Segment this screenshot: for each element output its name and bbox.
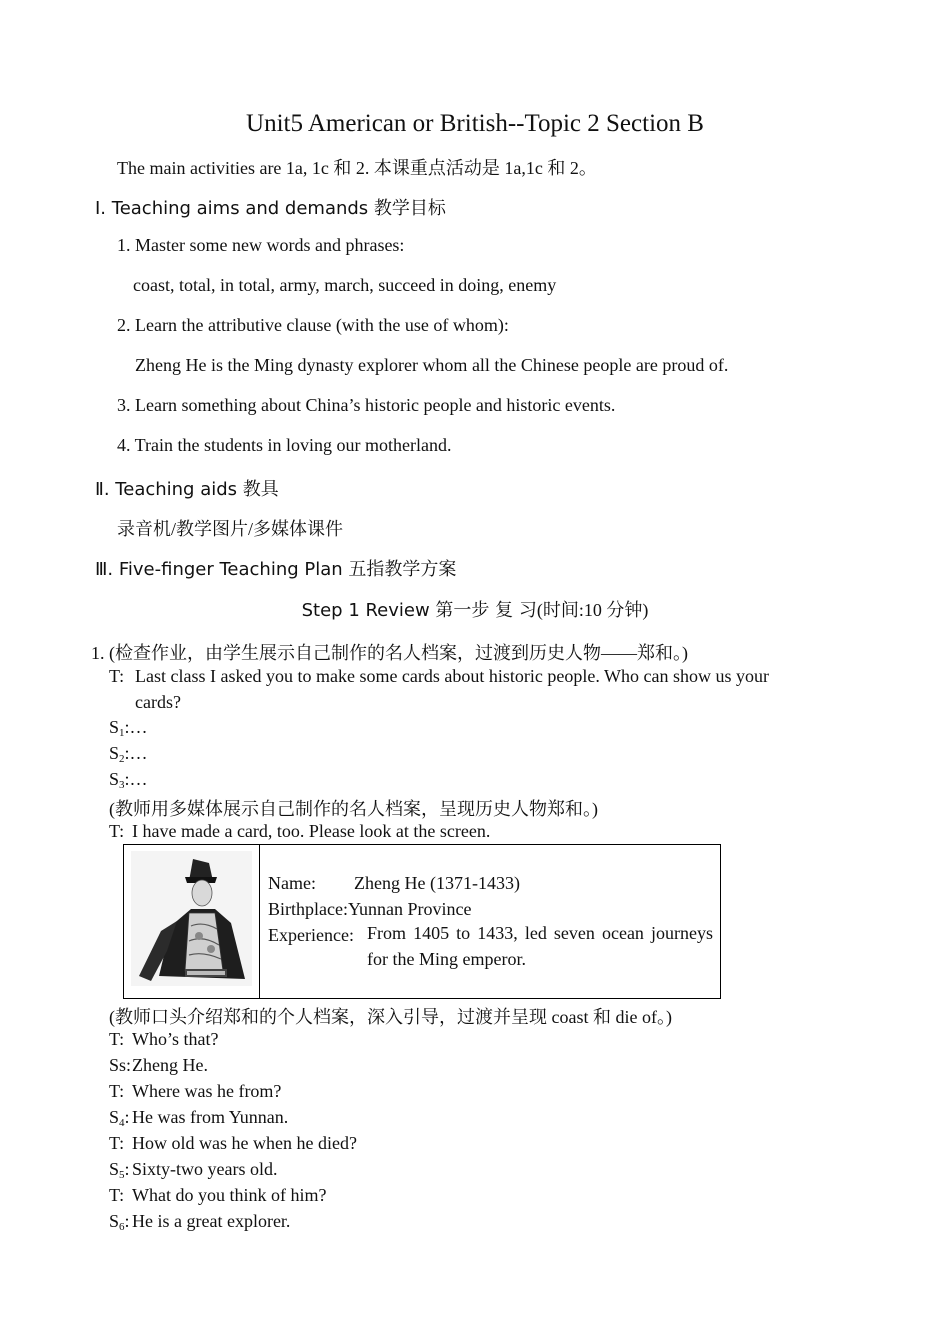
speaker: S: [109, 743, 120, 763]
speaker: $S_4$:: [109, 1107, 130, 1129]
zheng-he-portrait: [131, 851, 252, 986]
name-label: Name:: [268, 873, 316, 893]
birthplace-row: [268, 899, 471, 920]
dialogue-line: [109, 1185, 326, 1206]
dialogue-line: [109, 1107, 288, 1129]
speaker-number: 4: [119, 1117, 125, 1129]
name-value: Zheng He (1371-1433): [354, 873, 520, 893]
birthplace-label: Birthplace:: [268, 899, 348, 919]
dialogue-text: Who’s that?: [132, 1029, 219, 1049]
teacher-text: I have made a card, too. Please look at the screen.: [132, 821, 491, 841]
teacher-note-2: (教师口头介绍郑和的个人档案，深入引导，过渡并呈现 coast 和 die of。): [109, 1007, 672, 1027]
dialogue-text: He was from Yunnan.: [132, 1107, 289, 1127]
speaker: T:: [109, 1185, 125, 1205]
student-text: :…: [124, 743, 148, 763]
dialogue-line: [109, 1055, 208, 1076]
speaker: T:: [109, 1081, 125, 1101]
teacher-text-line-2: cards?: [135, 692, 181, 712]
aim-words: coast, total, in total, army, march, succeed in doing, enemy: [133, 275, 557, 295]
student-line-3: [109, 769, 148, 791]
step-time: (时间:10 分钟): [536, 600, 649, 620]
aim-item-3: 3. Learn something about China’s historic people and historic events.: [117, 395, 616, 415]
document-title: Unit5 American or British--Topic 2 Section B: [246, 110, 704, 137]
speaker: $S_5$:: [109, 1159, 130, 1181]
step-label: Step 1 Review 第一步 复 习: [301, 600, 537, 621]
student-text: :…: [124, 769, 148, 789]
speaker: S: [109, 717, 120, 737]
student-line-2: [109, 743, 148, 765]
student-text: :…: [124, 717, 148, 737]
teacher-line-1: [109, 663, 859, 715]
teacher-text-line-1: Last class I asked you to make some cards about historic people. Who can show us your: [135, 666, 770, 686]
section-heading-aids: Ⅱ. Teaching aids 教具: [95, 479, 279, 500]
dialogue-line: [109, 1159, 278, 1181]
speaker: T:: [109, 1133, 125, 1153]
speaker: T:: [109, 1029, 125, 1049]
card-divider: [259, 845, 260, 998]
speaker-number: 3: [119, 779, 125, 791]
experience-value: From 1405 to 1433, led seven ocean journeys for the Ming emperor.: [367, 923, 713, 969]
dialogue-text: He is a great explorer.: [132, 1211, 291, 1231]
dialogue-line: [109, 1081, 281, 1102]
aim-item-2: 2. Learn the attributive clause (with the use of whom):: [117, 315, 509, 335]
dialogue-text: What do you think of him?: [132, 1185, 327, 1205]
dialogue-text: Sixty-two years old.: [132, 1159, 278, 1179]
experience-label: Experience:: [268, 925, 354, 945]
speaker: T:: [109, 666, 125, 686]
activity-1-label: 1. (检查作业，由学生展示自己制作的名人档案，过渡到历史人物——郑和。): [91, 643, 688, 663]
speaker-number: 5: [119, 1169, 125, 1181]
intro-line: The main activities are 1a, 1c 和 2. 本课重点活动是 1a,1c 和 2。: [117, 158, 597, 178]
speaker-number: 1: [119, 727, 125, 739]
birthplace-value: Yunnan Province: [347, 899, 472, 919]
dialogue-text: Where was he from?: [132, 1081, 282, 1101]
section-heading-aims: Ⅰ. Teaching aims and demands 教学目标: [95, 198, 446, 219]
speaker: T:: [109, 821, 125, 841]
aim-example: Zheng He is the Ming dynasty explorer whom all the Chinese people are proud of.: [135, 355, 729, 375]
section-heading-plan: Ⅲ. Five-finger Teaching Plan 五指教学方案: [95, 559, 457, 580]
student-line-1: [109, 717, 148, 739]
dialogue-line: [109, 1211, 290, 1233]
aim-item-4: 4. Train the students in loving our motherland.: [117, 435, 452, 455]
speaker: Ss:: [109, 1055, 132, 1075]
dialogue-line: [109, 1029, 218, 1050]
speaker-number: 6: [119, 1221, 125, 1233]
step-heading: [0, 596, 950, 622]
teacher-note-1: (教师用多媒体展示自己制作的名人档案，呈现历史人物郑和。): [109, 799, 598, 819]
dialogue-line: [109, 1133, 357, 1154]
speaker: $S_6$:: [109, 1211, 130, 1233]
speaker: S: [109, 769, 120, 789]
aim-item-1: 1. Master some new words and phrases:: [117, 235, 405, 255]
aids-list: 录音机/教学图片/多媒体课件: [117, 519, 344, 539]
speaker-number: 2: [119, 753, 125, 765]
dialogue-text: Zheng He.: [132, 1055, 208, 1075]
dialogue-text: How old was he when he died?: [132, 1133, 357, 1153]
teacher-line-2: [109, 821, 490, 842]
name-row: [268, 873, 520, 894]
profile-card: [123, 844, 721, 999]
